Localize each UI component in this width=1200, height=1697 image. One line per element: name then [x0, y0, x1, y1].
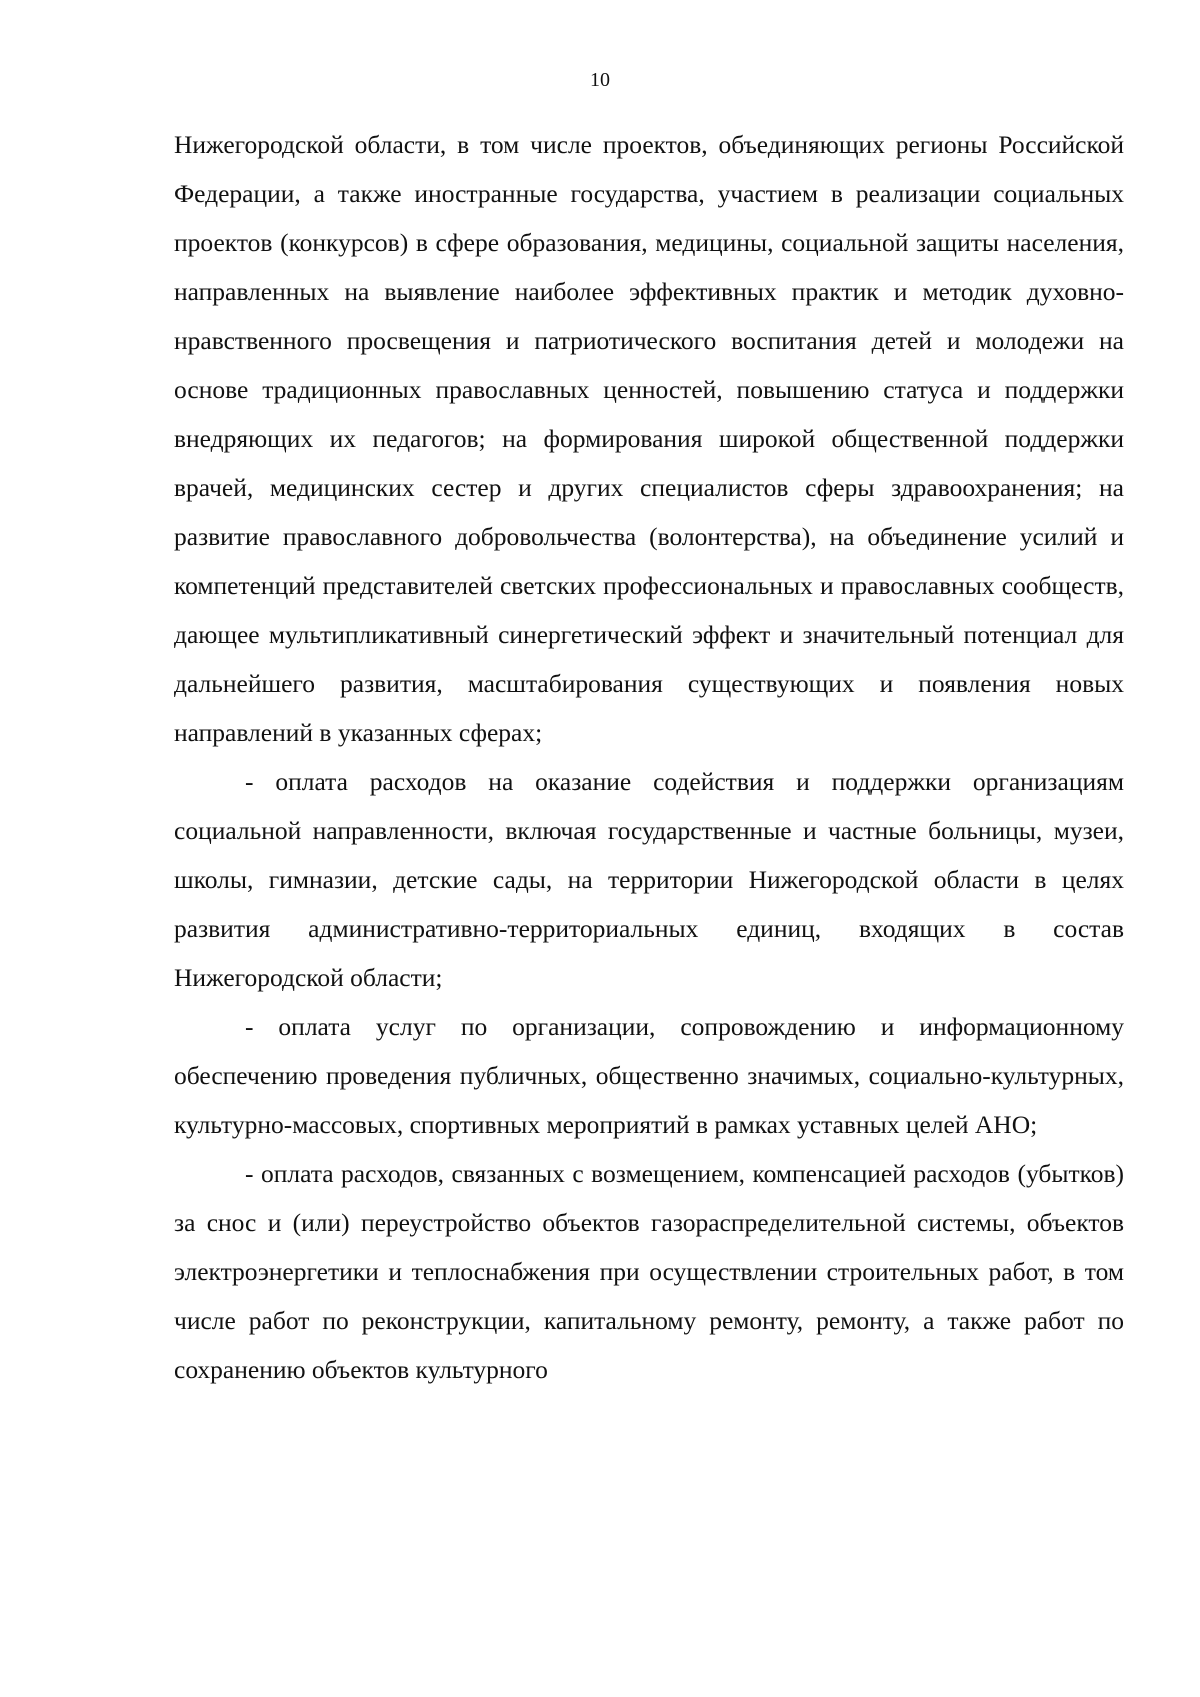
page-number: 10: [590, 69, 610, 91]
paragraph-continued: Нижегородской области, в том числе проектов, объединяющих регионы Российской Федерации, а также иностранные государства, участием в реализации социальных проектов (конкурсов) в сфере образования, медицины, социальной защиты населения, направленных на выявление наиболее эффективных практик и методик духовно-нравственного просвещения и патриотического воспитания детей и молодежи на основе традиционных православных ценностей, повышению статуса и поддержки внедряющих их педагогов; на формирования широкой общественной поддержки врачей, медицинских сестер и других специалистов сферы здравоохранения; на развитие православного добровольчества (волонтерства), на объединение усилий и компетенций представителей светских профессиональных и православных сообществ, дающее мультипликативный синергетический эффект и значительный потенциал для дальнейшего развития, масштабирования существующих и появления новых направлений в указанных сферах;: [174, 130, 1124, 747]
document-body: [174, 120, 1124, 1394]
paragraph-public-events: - оплата услуг по организации, сопровождению и информационному обеспечению проведения публичных, общественно значимых, социально-культурных, культурно-массовых, спортивных мероприятий в рамках уставных целей АНО;: [174, 1012, 1124, 1139]
paragraph-social-organizations: - оплата расходов на оказание содействия и поддержки организациям социальной направленности, включая государственные и частные больницы, музеи, школы, гимназии, детские сады, на территории Нижегородской области в целях развития административно-территориальных единиц, входящих в состав Нижегородской области;: [174, 767, 1124, 992]
paragraph-compensation: - оплата расходов, связанных с возмещением, компенсацией расходов (убытков) за снос и (или) переустройство объектов газораспределительной системы, объектов электроэнергетики и теплоснабжения при осуществлении строительных работ, в том числе работ по реконструкции, капитальному ремонту, ремонту, а также работ по сохранению объектов культурного: [174, 1159, 1124, 1384]
